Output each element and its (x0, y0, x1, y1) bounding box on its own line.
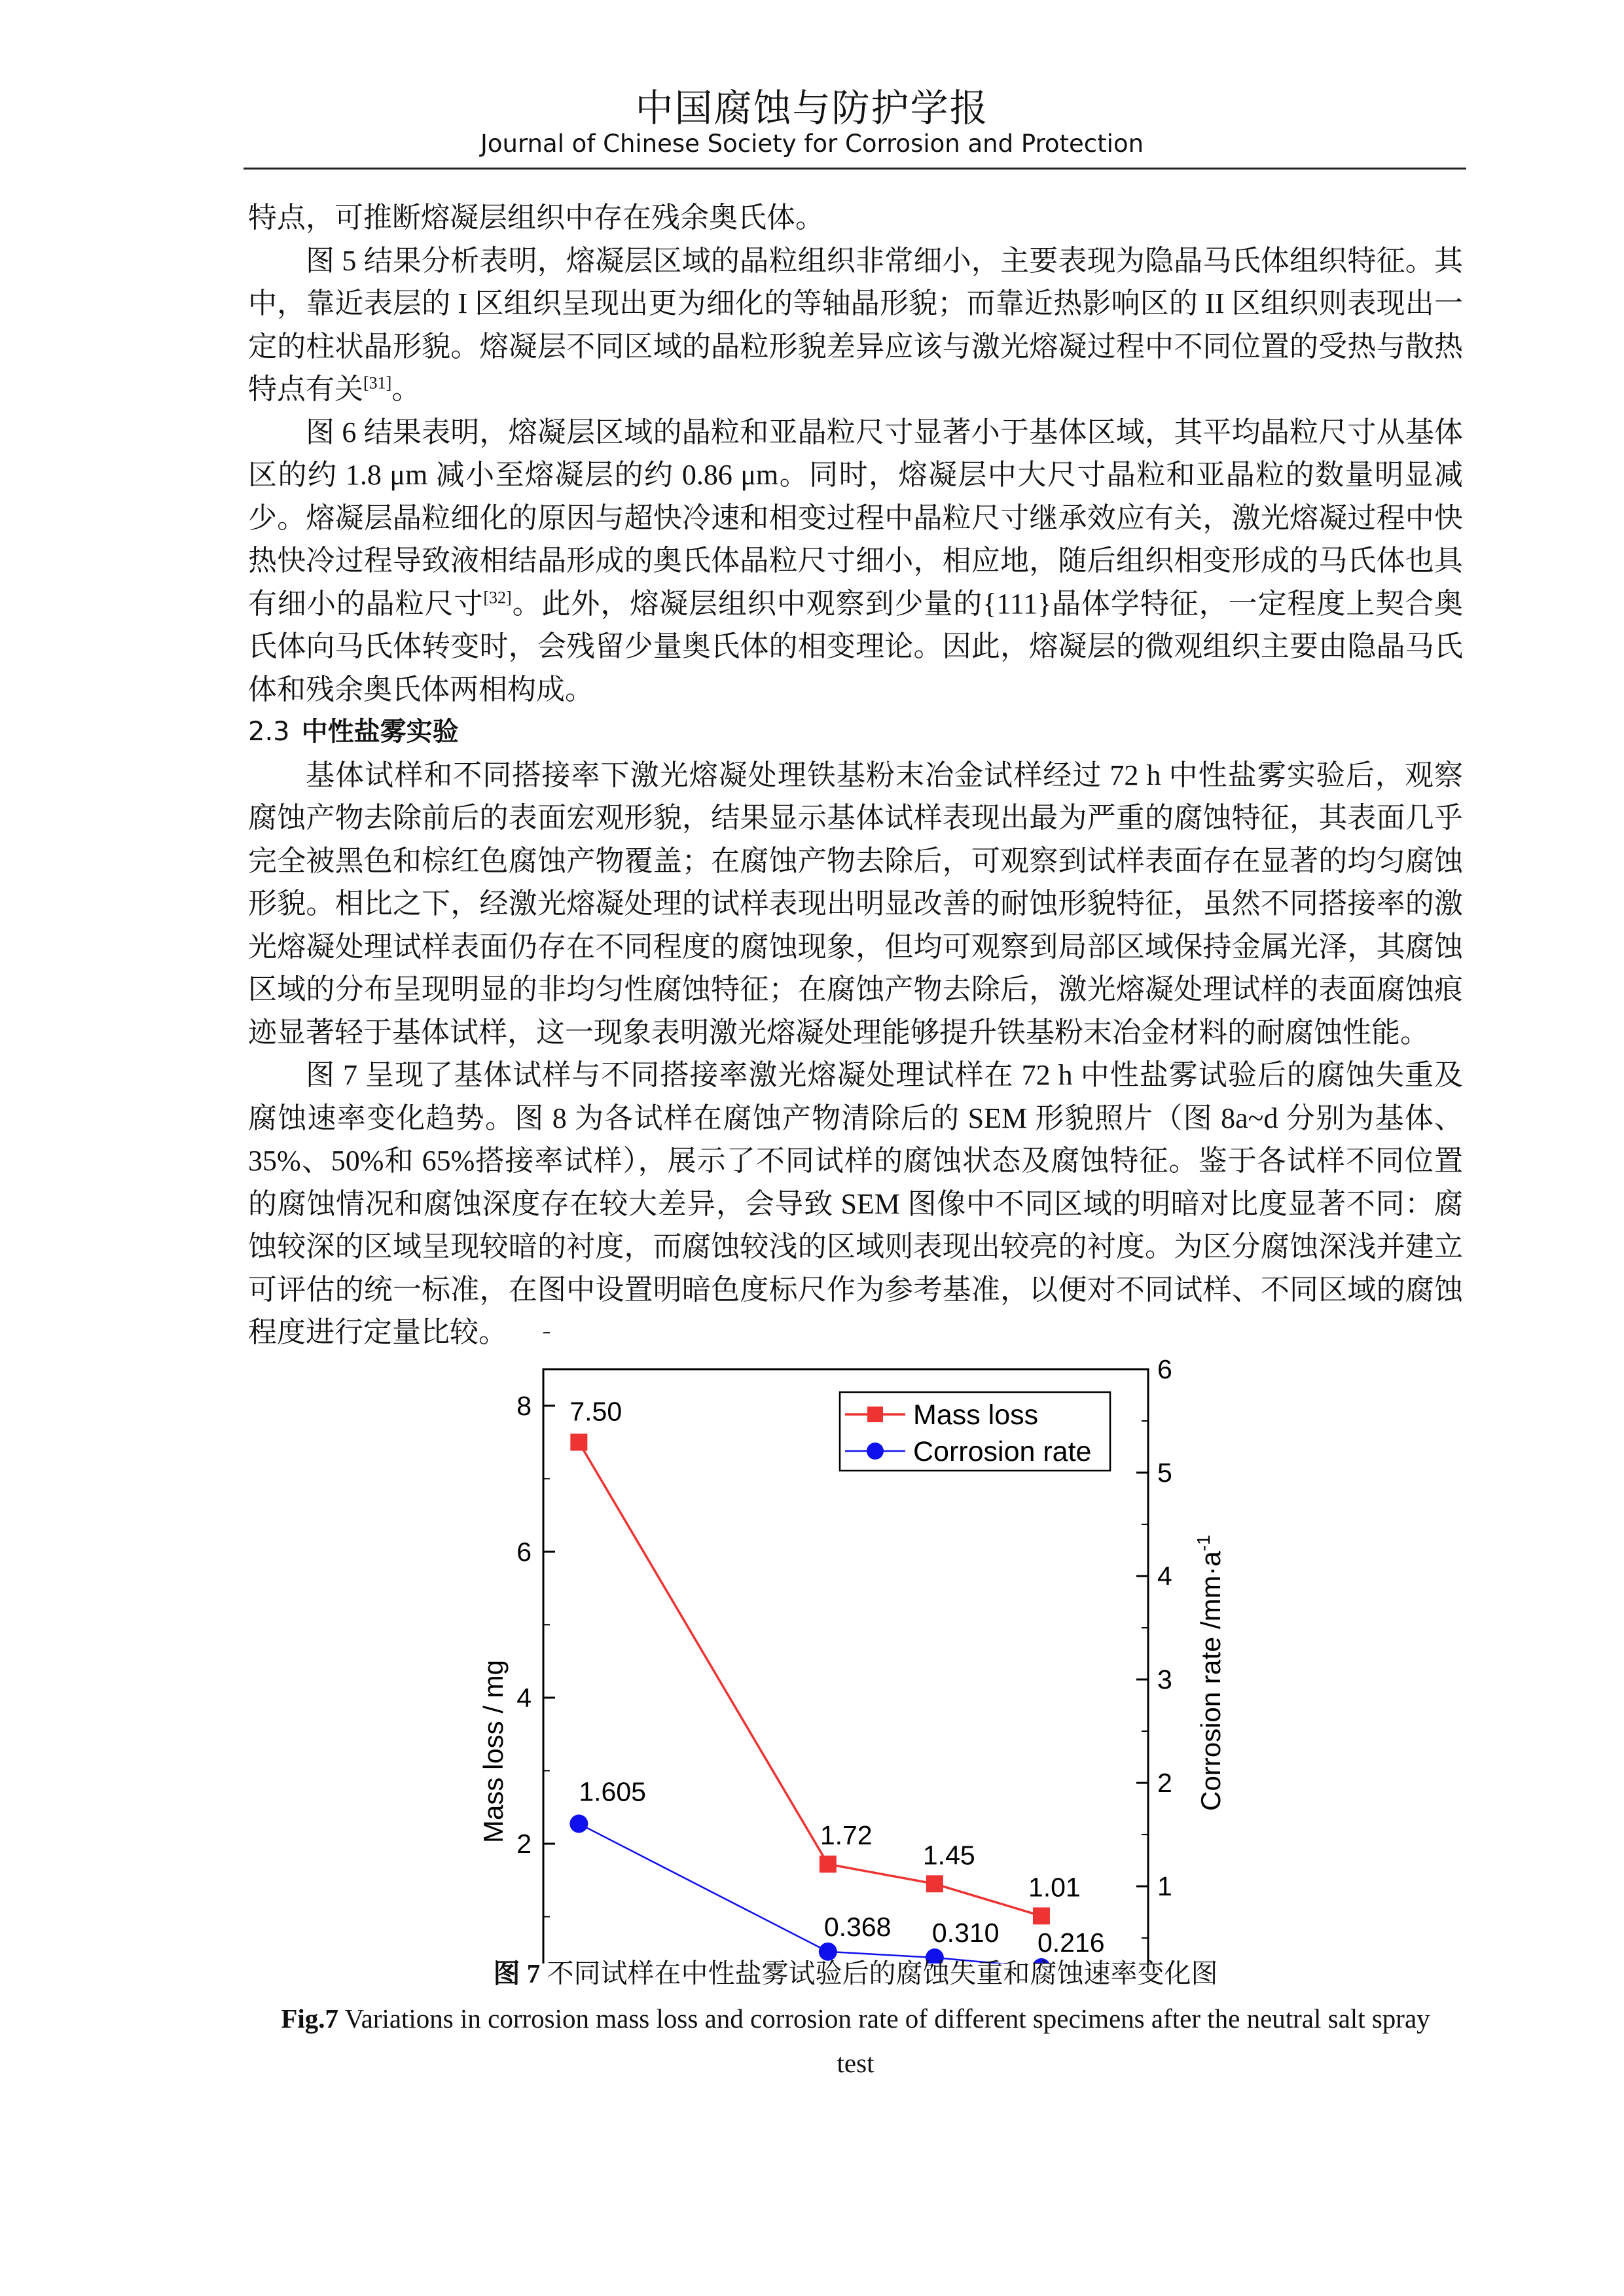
paragraph-5: 图 7 呈现了基体试样与不同搭接率激光熔凝处理试样在 72 h 中性盐雾试验后的腐蚀失重及腐蚀速率变化趋势。图 8 为各试样在腐蚀产物清除后的 SEM 形貌照片（图 8a~d 分别为基体、35%、50%和 65%搭接率试样），展示了不同试样的腐蚀状态及腐蚀特征。鉴于各试样不同位置的腐蚀情况和腐蚀深度存在较大差异，会导致 SEM 图像中不同区域的明暗对比度显著不同：腐蚀较深的区域呈现较暗的衬度，而腐蚀较浅的区域则表现出较亮的衬度。为区分腐蚀深浅并建立可评估的统一标准，在图中设置明暗色度标尺作为参考基准，以便对不同试样、不同区域的腐蚀程度进行定量比较。 (248, 1059, 1463, 1348)
y-tick-label: 8 (516, 1390, 532, 1421)
data-point-square (820, 1856, 837, 1873)
section-title: 中性盐雾实验 (301, 717, 459, 747)
data-label: 1.45 (922, 1840, 975, 1871)
y2-axis-label-text: Corrosion rate /mm·a (1195, 1551, 1226, 1811)
y2-tick-label: 2 (1157, 1768, 1172, 1798)
y2-axis-label (1193, 1535, 1226, 1811)
y2-tick-label: 5 (1157, 1458, 1172, 1488)
caption-cn (248, 1952, 1463, 1990)
data-point-square (1033, 1907, 1050, 1924)
data-label: 1.72 (820, 1820, 873, 1851)
y2-tick-label: 6 (1157, 1354, 1172, 1384)
caption-en-label: Fig.7 (281, 2003, 339, 2034)
citation-32: [32] (483, 587, 512, 607)
paragraph-1: 特点，可推断熔凝层组织中存在残余奥氏体。 (248, 202, 824, 234)
data-point-square (570, 1434, 587, 1451)
legend-label: Corrosion rate (913, 1436, 1092, 1467)
journal-title-cn: 中国腐蚀与防护学报 (635, 86, 989, 130)
paragraph-3-text: 图 6 结果表明，熔凝层区域的晶粒和亚晶粒尺寸显著小于基体区域，其平均晶粒尺寸从基体区的约 1.8 μm 减小至熔凝层的约 0.86 μm。同时，熔凝层中大尺寸晶粒和亚晶粒的数量明显减少。熔凝层晶粒细化的原因与超快冷速和相变过程中晶粒尺寸继承效应有关，激光熔凝过程中快热快冷过程导致液相结晶形成的奥氏体晶粒尺寸细小，相应地，随后组织相变形成的马氏体也具有细小的晶粒尺寸 (248, 416, 1463, 620)
y-tick-label: 4 (516, 1682, 532, 1713)
data-label: 0.368 (823, 1911, 892, 1942)
y-axis-label: Mass loss / mg (478, 1659, 509, 1844)
legend-label: Mass loss (913, 1399, 1039, 1431)
paragraph-3-end: 。此外，熔凝层组织中观察到少量的{111}晶体学特征，一定程度上契合奥氏体向马氏体转变时，会残留少量奥氏体的相变理论。因此，熔凝层的微观组织主要由隐晶马氏体和残余奥氏体两相构成。 (248, 587, 1463, 706)
data-label: 1.01 (1028, 1872, 1081, 1903)
y2-tick-label: 1 (1157, 1871, 1172, 1901)
citation-31: [31] (363, 373, 392, 393)
data-point-circle (569, 1814, 588, 1833)
data-label: 7.50 (569, 1396, 623, 1427)
data-label: 0.216 (1037, 1927, 1105, 1958)
y2-tick-label: 4 (1157, 1561, 1172, 1591)
caption-cn-label: 图 7 (493, 1958, 541, 1988)
caption-en-text: Variations in corrosion mass loss and corrosion rate of different specimens after the neutral salt spray test (338, 2003, 1430, 2078)
section-number: 2.3 (248, 717, 290, 747)
data-label: 1.605 (579, 1776, 646, 1807)
data-point-square (926, 1875, 943, 1892)
paragraph-2-text: 图 5 结果分析表明，熔凝层区域的晶粒组织非常细小，主要表现为隐晶马氏体组织特征。其中，靠近表层的 I 区组织呈现出更为细化的等轴晶形貌；而靠近热影响区的 II 区组织则表现出一定的柱状晶形貌。熔凝层不同区域的晶粒形貌差异应该与激光熔凝过程中不同位置的受热与散热特点有关 (248, 244, 1463, 405)
y2-axis-label-superscript: -1 (1193, 1535, 1214, 1552)
data-label: 0.310 (931, 1918, 1000, 1948)
legend-circle-icon (867, 1443, 884, 1460)
legend-square-icon (867, 1407, 883, 1422)
y-tick-label: 6 (516, 1536, 532, 1567)
paragraph-2-end: 。 (391, 373, 421, 405)
journal-title-en: Journal of Chinese Society for Corrosion and Protection (480, 130, 1144, 158)
paragraph-4: 基体试样和不同搭接率下激光熔凝处理铁基粉末冶金试样经过 72 h 中性盐雾实验后，观察腐蚀产物去除前后的表面宏观形貌，结果显示基体试样表现出最为严重的腐蚀特征，其表面几乎完全被黑色和棕红色腐蚀产物覆盖；在腐蚀产物去除后，可观察到试样表面存在显著的均匀腐蚀形貌。相比之下，经激光熔凝处理的试样表现出明显改善的耐蚀形貌特征，虽然不同搭接率的激光熔凝处理试样表面仍存在不同程度的腐蚀现象，但均可观察到局部区域保持金属光泽，其腐蚀区域的分布呈现明显的非均匀性腐蚀特征；在腐蚀产物去除后，激光熔凝处理试样的表面腐蚀痕迹显著轻于基体试样，这一现象表明激光熔凝处理能够提升铁基粉末冶金材料的耐腐蚀性能。 (248, 759, 1463, 1049)
y2-tick-label: 3 (1157, 1664, 1172, 1695)
y-tick-label: 2 (516, 1828, 532, 1859)
caption-en (248, 1996, 1463, 2085)
caption-cn-text: 不同试样在中性盐雾试验后的腐蚀失重和腐蚀速率变化图 (540, 1958, 1218, 1988)
